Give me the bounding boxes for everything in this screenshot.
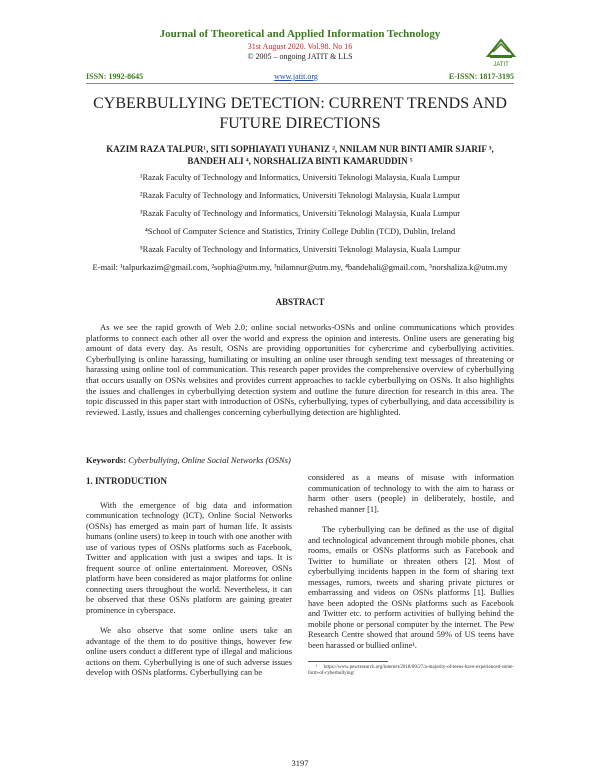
footnote-divider bbox=[308, 661, 388, 662]
page-number: 3197 bbox=[291, 758, 309, 768]
body-paragraph: considered as a means of misuse with information communication of technology to with the aim to harass or harm other users (people) in deliberately, hostile, and rehashed manner [1]. bbox=[308, 473, 514, 514]
footnote: ¹ https://www.pewresearch.org/internet/2018/09/27/a-majority-of-teens-have-experienced-some-form-of-cyberbullying/ bbox=[308, 665, 514, 676]
affiliation-item: ⁴School of Computer Science and Statistics, Trinity College Dublin (TCD), Dublin, Ireland bbox=[144, 226, 456, 236]
author-emails: E-mail: ¹talpurkazim@gmail.com, ²sophia@utm.my, ³nilamnur@utm.my, ⁴bandehali@gmail.com, ⁵norshaliza.k@utm.my bbox=[92, 262, 508, 272]
eissn: E-ISSN: 1817-3195 bbox=[448, 72, 514, 81]
affiliations bbox=[90, 172, 510, 273]
jatit-logo bbox=[484, 36, 518, 66]
section-heading-introduction: 1. INTRODUCTION bbox=[86, 476, 168, 486]
keywords bbox=[86, 455, 514, 465]
affiliation-item: ⁵Razak Faculty of Technology and Informatics, Universiti Teknologi Malaysia, Kuala Lumpur bbox=[139, 244, 461, 254]
issn: ISSN: 1992-8645 bbox=[86, 72, 144, 81]
paper-title: CYBERBULLYING DETECTION: CURRENT TRENDS AND FUTURE DIRECTIONS bbox=[93, 95, 507, 132]
right-column bbox=[308, 473, 514, 677]
affiliation-item: ³Razak Faculty of Technology and Informatics, Universiti Teknologi Malaysia, Kuala Lumpur bbox=[139, 208, 461, 218]
affiliation-item: ¹Razak Faculty of Technology and Informatics, Universiti Teknologi Malaysia, Kuala Lumpur bbox=[139, 172, 461, 182]
logo-text: JATIT bbox=[493, 62, 509, 68]
journal-url-link[interactable]: www.jatit.org bbox=[274, 72, 318, 81]
body-paragraph: The cyberbullying can be defined as the use of digital and technological advancement through mobile phones, chat rooms, emails or OSNs platforms such as Facebook and Twitter to humiliate or threaten others [2]. Most of cyberbullying incidents happen in the form of sharing text messages, rumors, tweets and sharing private pictures or embarrassing and videos on OSNs platforms [1]. Bullies have been adopted the OSNs platforms such as Facebook and Twitter etc. to perform activities of bullying behind the mobile phone or personal computer by the internet. The Pew Research Centre showed that around 59% of US teens have been harassed or bullied online¹. bbox=[308, 525, 514, 650]
keywords-label: Keywords: bbox=[86, 455, 127, 465]
author-list: KAZIM RAZA TALPUR¹, SITI SOPHIAYATI YUHANIZ ², NNILAM NUR BINTI AMIR SJARIF ³, BANDEH ALI ⁴, NORSHALIZA BINTI KAMARUDDIN ⁵ bbox=[106, 144, 494, 166]
abstract-body: As we see the rapid growth of Web 2.0; online social networks-OSNs and online communications which provides platforms to connect each other all over the world and express the opinion and interests. Online users are generating big amount of data every day. As result, OSNs are providing opportunities for cybercrime and cyberbullying activities. Cyberbullying is online harassing, humiliating or insulting an online user through sending text messages of threatening or harassing using online tool of communication. This research paper provides the comprehensive overview of cyberbullying that occurs usually on OSNs websites and provides current approaches to tackle cyberbullying on OSNs. It also highlights the issues and challenges in cyberbullying detection system and outline the future direction for research in this area. The topic discussed in this paper start with introduction of OSNs, cyberbullying, types of cyberbullying, and data accessibility is reviewed. Lastly, issues and challenges concerning cyberbullying detection are highlighted. bbox=[86, 322, 514, 417]
abstract-heading: ABSTRACT bbox=[275, 297, 325, 307]
journal-volume: 31st August 2020. Vol.98. No 16 bbox=[247, 42, 353, 51]
body-paragraph: With the emergence of big data and information communication technology (ICT), Online Social Networks (OSNs) has emerged as main part of human life. It assists humans (online users) to keep in touch with one another with use of various types of OSNs platforms such as Facebook, Twitter and application with just a swipes and taps. It is frequent source of online entertainment. Moreover, OSNs platform have been considered as major platforms for online connecting users throughout the world. Nevertheless, it can be observed that these OSNs platform are gaining greater prominence in cyberspace. bbox=[86, 500, 292, 615]
affiliation-item: ²Razak Faculty of Technology and Informatics, Universiti Teknologi Malaysia, Kuala Lumpur bbox=[139, 190, 461, 200]
keywords-value: Cyberbullying, Online Social Networks (OSNs) bbox=[128, 455, 291, 465]
journal-copyright: © 2005 – ongoing JATIT & LLS bbox=[247, 52, 353, 61]
left-column bbox=[86, 476, 292, 689]
body-paragraph: We also observe that some online users take an advantage of the them to do positive things, however few online users conduct a different type of illegal and malicious actions on them. Cyberbullying is one of such adverse issues develop with OSNs platforms. Cyberbullying can be bbox=[86, 626, 292, 677]
journal-meta-line bbox=[86, 72, 514, 84]
journal-title: Journal of Theoretical and Applied Information Technology bbox=[159, 28, 441, 40]
